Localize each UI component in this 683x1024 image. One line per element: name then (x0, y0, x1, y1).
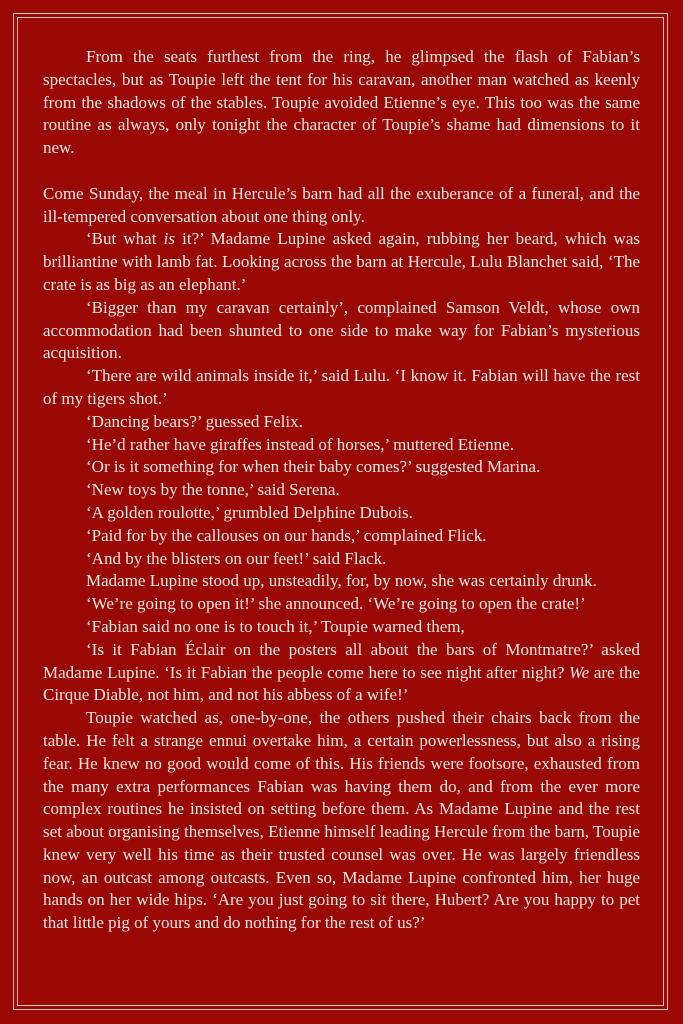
paragraph: ‘But what is it?’ Madame Lupine asked again, rubbing her beard, which was brilliantine with lamb fat. Looking across the barn at Hercule, Lulu Blanchet said, ‘The crate is as big as an elephant.’ (43, 229, 640, 294)
paragraph: ‘Fabian said no one is to touch it,’ Toupie warned them, (86, 616, 465, 636)
paragraph: ‘Is it Fabian Éclair on the posters all about the bars of Montmatre?’ asked Madame Lupine. ‘Is it Fabian the people come here to see night after night? We are the Cirque Diable, not him, and not his abbess of a wife!’ (43, 639, 640, 705)
paragraph: ‘Paid for by the callouses on our hands,’ complained Flick. (86, 525, 487, 545)
paragraph: Toupie watched as, one-by-one, the others pushed their chairs back from the table. He felt a strange ennui overtake him, a certain powerlessness, but also a rising fear. He knew no good would come of this. His friends were footsore, exhausted from the many extra performances Fabian was having them do, and from the ever more complex routines he insisted on setting before them. As Madame Lupine and the rest set about organising themselves, Etienne himself leading Hercule from the barn, Toupie knew very well his time as their trusted counsel was over. He was largely friendless now, an outcast among outcasts. Even so, Madame Lupine confronted him, her huge hands on her wide hips. ‘Are you just going to sit there, Hubert? Are you happy to pet that little pig of yours and do nothing for the rest of us?’ (43, 708, 640, 933)
paragraph: ‘He’d rather have giraffes instead of horses,’ muttered Etienne. (86, 434, 514, 454)
paragraph: ‘And by the blisters on our feet!’ said Flack. (86, 548, 387, 568)
paragraph: Come Sunday, the meal in Hercule’s barn had all the exuberance of a funeral, and the ill-tempered conversation about one thing only. (43, 183, 640, 226)
paragraph: ‘Dancing bears?’ guessed Felix. (86, 411, 303, 431)
paragraph: ‘We’re going to open it!’ she announced. ‘We’re going to open the crate!’ (86, 594, 586, 614)
paragraph: ‘There are wild animals inside it,’ said Lulu. ‘I know it. Fabian will have the rest of my tigers shot.’ (43, 366, 640, 408)
paragraph: ‘New toys by the tonne,’ said Serena. (86, 480, 340, 500)
paragraph: ‘Bigger than my caravan certainly’, complained Samson Veldt, whose own accommodation had been shunted to one side to make way for Fabian’s mysterious acquisition. (43, 297, 640, 363)
paragraph: Madame Lupine stood up, unsteadily, for, by now, she was certainly drunk. (86, 571, 597, 591)
paragraph: ‘A golden roulotte,’ grumbled Delphine Dubois. (86, 502, 413, 522)
paragraph: ‘Or is it something for when their baby comes?’ suggested Marina. (86, 457, 541, 477)
page-text (43, 46, 640, 935)
paragraph: From the seats furthest from the ring, he glimpsed the flash of Fabian’s spectacles, but as Toupie left the tent for his caravan, another man watched as keenly from the shadows of the stables. Toupie avoided Etienne’s eye. This too was the same routine as always, only tonight the character of Toupie’s shame had dimensions to it new. (43, 47, 640, 158)
